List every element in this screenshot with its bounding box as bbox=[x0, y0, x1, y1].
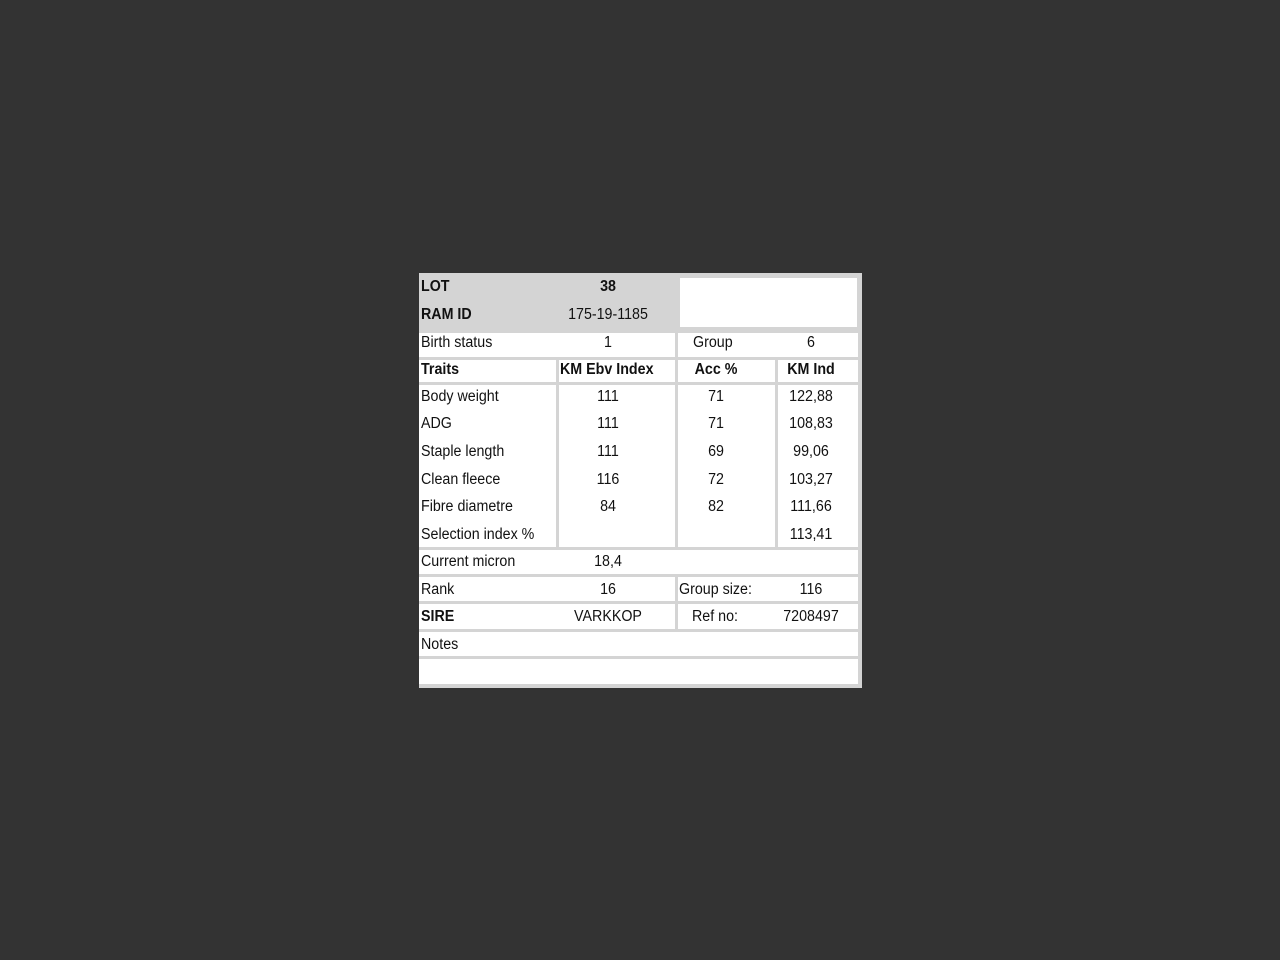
trait-ind: 103,27 bbox=[789, 471, 833, 488]
rank-cell bbox=[419, 577, 675, 601]
trait-name: ADG bbox=[421, 415, 452, 432]
group-value: 6 bbox=[807, 334, 815, 351]
trait-ebv: 84 bbox=[600, 498, 616, 515]
traits-header: Traits bbox=[421, 361, 460, 378]
rank-value: 16 bbox=[600, 581, 616, 598]
rank-label: Rank bbox=[421, 581, 455, 598]
sire-value: VARKKOP bbox=[574, 608, 642, 625]
trait-ebv: 111 bbox=[597, 388, 619, 405]
trait-ebv: 116 bbox=[596, 471, 620, 488]
trait-name: Selection index % bbox=[421, 526, 535, 543]
lot-value: 38 bbox=[600, 278, 616, 295]
current-micron-label: Current micron bbox=[421, 553, 516, 570]
trait-name: Body weight bbox=[421, 388, 499, 405]
ref-no-value: 7208497 bbox=[783, 608, 839, 625]
trait-ind: 122,88 bbox=[789, 388, 833, 405]
trait-ind: 108,83 bbox=[789, 415, 833, 432]
ind-header: KM Ind bbox=[787, 361, 835, 378]
acc-column bbox=[678, 385, 775, 547]
trait-acc: 72 bbox=[708, 471, 724, 488]
trait-acc: 82 bbox=[708, 498, 724, 515]
trait-ind: 99,06 bbox=[793, 443, 829, 460]
group-label: Group bbox=[693, 334, 733, 351]
birth-status-value: 1 bbox=[604, 334, 612, 351]
ram-id-label: RAM ID bbox=[421, 306, 472, 323]
lot-label: LOT bbox=[421, 278, 450, 295]
ref-no-label: Ref no: bbox=[692, 608, 738, 625]
trait-ebv: 111 bbox=[597, 415, 619, 432]
notes-content bbox=[419, 659, 858, 684]
birth-status-label: Birth status bbox=[421, 334, 493, 351]
ind-column bbox=[778, 385, 858, 547]
current-micron-value: 18,4 bbox=[594, 553, 622, 570]
ram-sale-card bbox=[419, 273, 862, 688]
notes-cell bbox=[419, 632, 858, 656]
trait-name: Fibre diametre bbox=[421, 498, 513, 515]
trait-acc: 71 bbox=[708, 388, 724, 405]
trait-ind: 111,66 bbox=[790, 498, 832, 515]
ebv-column bbox=[559, 385, 675, 547]
trait-name: Staple length bbox=[421, 443, 505, 460]
trait-ind: 113,41 bbox=[789, 526, 833, 543]
trait-acc: 71 bbox=[708, 415, 724, 432]
group-size-label: Group size: bbox=[679, 581, 752, 598]
ebv-header: KM Ebv Index bbox=[560, 361, 654, 378]
sire-label: SIRE bbox=[421, 608, 455, 625]
ram-id-value: 175-19-1185 bbox=[568, 306, 648, 323]
traits-column bbox=[419, 385, 556, 547]
trait-name: Clean fleece bbox=[421, 471, 501, 488]
trait-ebv: 111 bbox=[597, 443, 619, 460]
group-size-value: 116 bbox=[799, 581, 823, 598]
photo-box bbox=[680, 278, 857, 327]
trait-acc: 69 bbox=[708, 443, 724, 460]
acc-header: Acc % bbox=[694, 361, 738, 378]
notes-label: Notes bbox=[421, 636, 459, 653]
